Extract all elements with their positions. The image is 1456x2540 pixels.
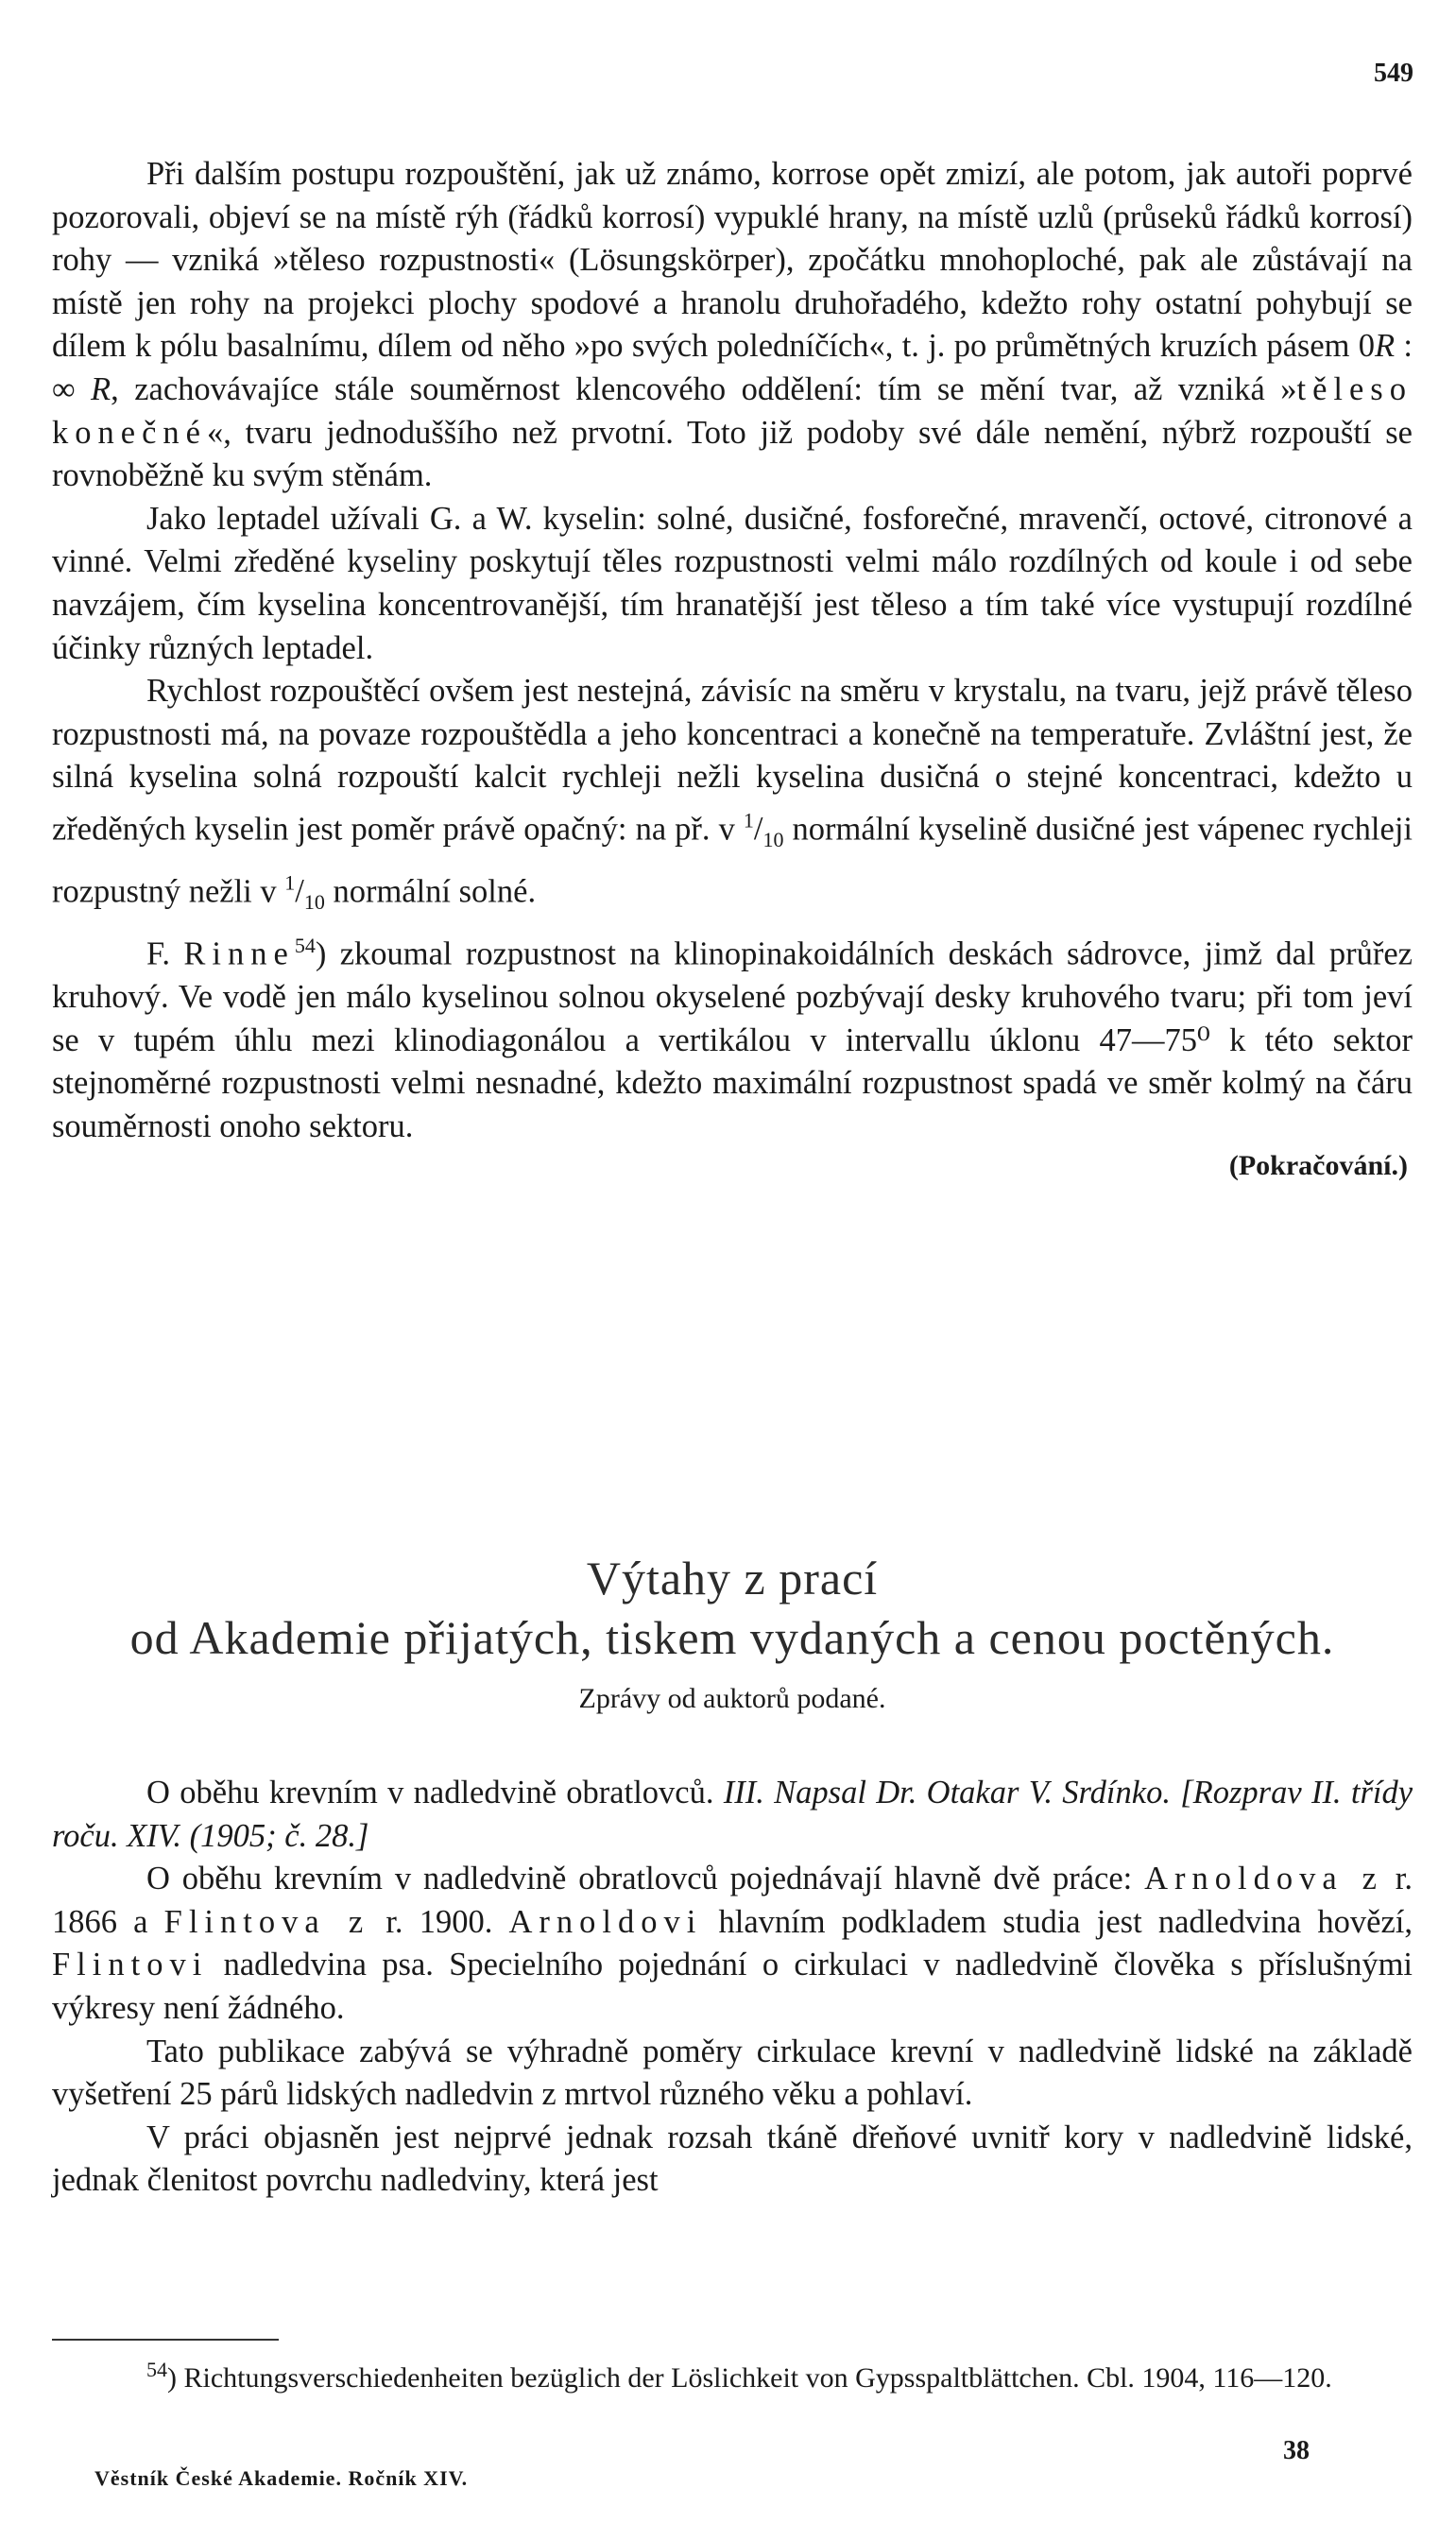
spaced-name: Flintova z — [163, 1903, 370, 1940]
footnote-ref[interactable]: 54 — [294, 933, 316, 957]
text: Při dalším postupu rozpouštění, jak už známo, korrose opět zmizí, ale potom, jak autoři poprvé pozorovali, objeví se na místě rýh (řádků korrosí) vypuklé hrany, na místě uzlů (průseků řádků korrosí) rohy — vzniká »těleso rozpustnosti« (Lösungskörper), zpočátku mnohoploché, pak ale zůstávají na místě jen rohy na projekci plochy spodové a hranolu druhořadého, kdežto rohy ostatní pohybují se dílem k pólu basalnímu, dílem od něho »po svých poledníčích«, t. j. po průmětných kruzích pásem 0 — [52, 156, 1413, 365]
fraction: $^1/_{10}$ — [284, 870, 325, 915]
section-heading — [52, 1550, 1413, 1722]
text: : ∞ — [52, 328, 1413, 407]
text: , zachovávajíce stále souměrnost klencového oddělení: tím se mění tvar, až vzniká » — [111, 370, 1297, 407]
spaced-name: Arnoldovi — [508, 1903, 703, 1940]
paragraph — [52, 153, 1413, 498]
footnote-text — [52, 2351, 1413, 2397]
text: r. 1900. — [369, 1903, 509, 1940]
spaced-term: těleso konečné — [52, 370, 1413, 451]
continued-label: (Pokračování.) — [1228, 1150, 1408, 1182]
text: r. 1866 a — [52, 1861, 1413, 1940]
spaced-name: Arnoldova z — [1144, 1861, 1383, 1897]
text: nadledvina psa. Specielního pojednání o cirkulaci v nadledvině člověka s příslušnými výkresy není žádného. — [52, 1947, 1413, 2026]
signature-mark: 38 — [1283, 2436, 1310, 2465]
text: O oběhu krevním v nadledvině obratlovců pojednávají hlavně dvě práce: — [146, 1861, 1145, 1897]
paragraph: V práci objasněn jest nejprvé jednak rozsah tkáně dřeňové uvnitř kory v nadledvině lidské, jednak členitost povrchu nadledviny, která jest — [52, 2119, 1413, 2199]
paragraph — [52, 924, 1413, 1148]
text: normální solné. — [324, 873, 537, 910]
text: ) zkoumal rozpustnost na klinopinakoidálních deskách sádrovce, jimž dal průřez kruhový. Ve vodě jen málo kyselinou solnou okyselené pozbývají desky kruhového tvaru; při tom jeví se v tupém úhlu mezi klinodiagonálou a vertikálou v intervallu úklonu 47—75⁰ k této sektor stejnoměrné rozpustnosti velmi nesnadné, kdežto maximální rozpustnost spadá ve směr kolmý na čáru souměrnosti onoho sektoru. — [52, 935, 1413, 1144]
paragraph — [52, 670, 1413, 924]
article-abstract — [52, 1772, 1413, 2203]
author-name: Rinne — [183, 935, 295, 972]
symbol-r: R — [91, 370, 111, 407]
section-title-line-1: Výtahy z prací — [586, 1552, 879, 1605]
article-continuation — [52, 153, 1413, 1182]
footnote-marker: 54 — [146, 2358, 167, 2381]
symbol-r: R — [1375, 328, 1396, 365]
reference-heading — [52, 1772, 1413, 1858]
section-title-line-2: od Akademie přijatých, tiskem vydaných a cenou poctěných. — [129, 1611, 1335, 1664]
page-number: 549 — [1374, 59, 1413, 88]
text: normální kyselině dusičné jest vápenec rychleji rozpustný nežli v — [52, 811, 1413, 910]
footnote-divider — [52, 2339, 279, 2341]
journal-footer: Věstník České Akademie. Ročník XIV. — [94, 2466, 469, 2490]
spaced-name: Flintovi — [52, 1947, 209, 1983]
text: ) Richtungsverschiedenheiten bezüglich der Löslichkeit von Gypsspaltblättchen. Cbl. 1904, 116—120. — [167, 2362, 1332, 2394]
reference-title: O oběhu krevním v nadledvině obratlovců. — [146, 1775, 714, 1811]
footnote — [52, 2351, 1413, 2397]
text: Rychlost rozpouštěcí ovšem jest nestejná, závisíc na směru v krystalu, na tvaru, jejž právě těleso rozpustnosti má, na povaze rozpouštědla a jeho koncentraci a konečně na temperatuře. Zvláštní jest, že silná kyselina solná rozpouští kalcit rychleji nežli kyselina dusičná o stejné koncentraci, kdežto u zředěných kyselin jest poměr právě opačný: na př. v — [52, 673, 1413, 848]
author-initial: F. — [146, 935, 184, 972]
paragraph: Jako leptadel užívali G. a W. kyselin: solné, dusičné, fosforečné, mravenčí, octové, citronové a vinné. Velmi zředěné kyseliny poskytují těles rozpustnosti velmi málo rozdílných od koule i od sebe navzájem, čím kyselina koncentrovanější, tím hranatější jest těleso a tím také více vystupují rozdílné účinky různých leptadel. — [52, 500, 1413, 666]
text: «, tvaru jednoduššího než prvotní. Toto již podoby své dále nemění, nýbrž rozpouští se rovnoběžně ku svým stěnám. — [52, 414, 1413, 494]
text: hlavním podkladem studia jest nadledvina hovězí, — [702, 1903, 1413, 1940]
reference-details: III. Napsal Dr. Otakar V. Srdínko. [Rozprav II. třídy roču. XIV. (1905; č. 28.] — [52, 1775, 1413, 1854]
fraction: $^1/_{10}$ — [743, 808, 784, 852]
paragraph — [52, 1858, 1413, 2030]
paragraph: Tato publikace zabývá se výhradně poměry cirkulace krevní v nadledvině lidské na základě vyšetření 25 párů lidských nadledvin z mrtvol různého věku a pohlaví. — [52, 2033, 1413, 2113]
section-subtitle: Zprávy od auktorů podané. — [578, 1683, 886, 1714]
